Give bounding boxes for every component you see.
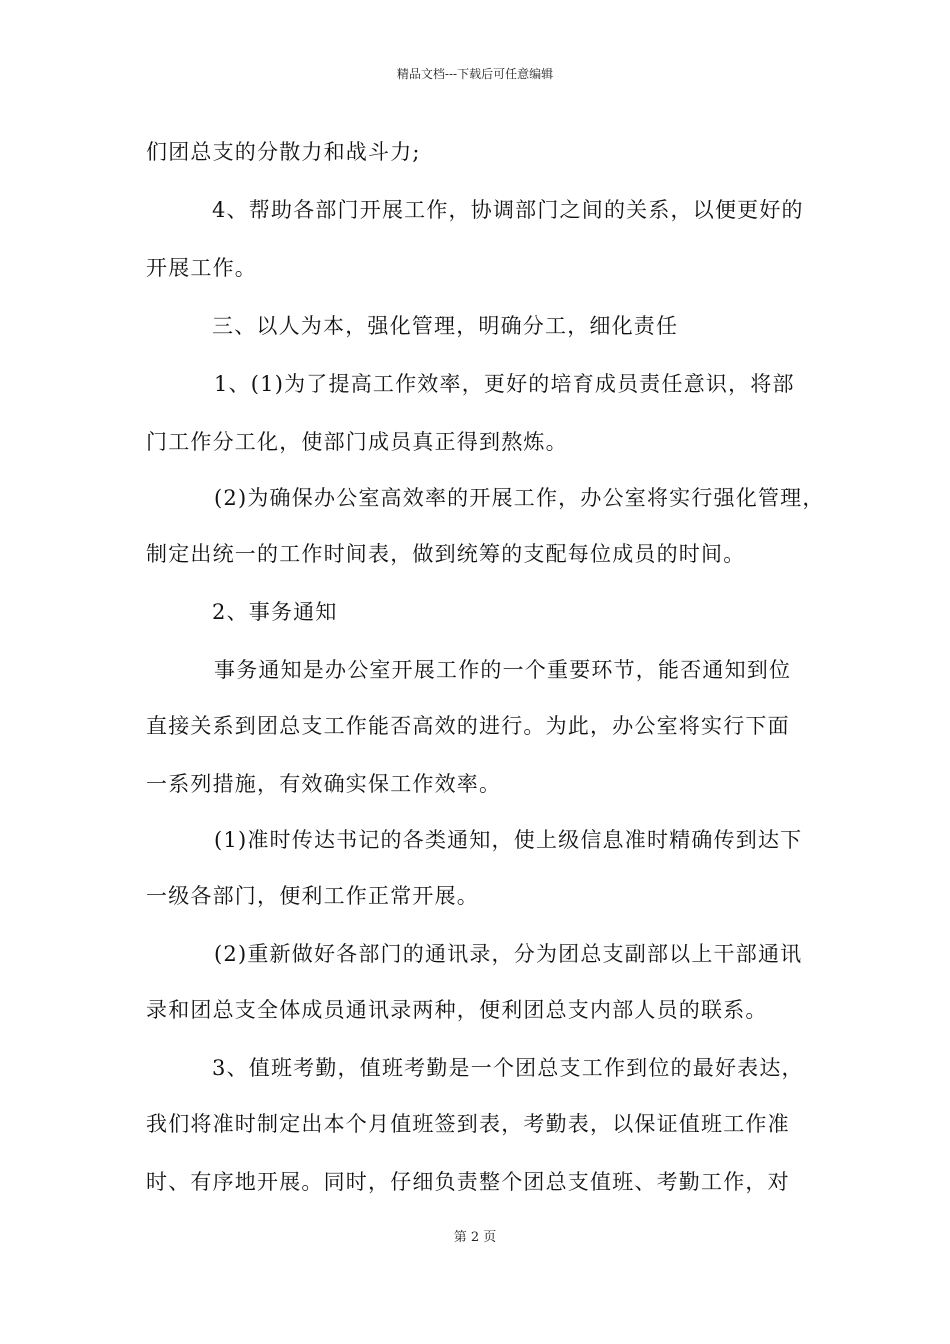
text-line: 制定出统一的工作时间表，做到统筹的支配每位成员的时间。 bbox=[146, 542, 746, 566]
text-line: (2)重新做好各部门的通讯录，分为团总支副部以上干部通讯 bbox=[214, 942, 803, 966]
text-line: 录和团总支全体成员通讯录两种，便利团总支内部人员的联系。 bbox=[146, 998, 768, 1022]
text-line: 一级各部门，便利工作正常开展。 bbox=[146, 884, 479, 908]
text-line: 3、值班考勤，值班考勤是一个团总支工作到位的最好表达， bbox=[212, 1056, 804, 1080]
page-number: 第 2 页 bbox=[453, 1230, 497, 1245]
text-line: 时、有序地开展。同时，仔细负责整个团总支值班、考勤工作，对 bbox=[146, 1170, 790, 1194]
section-heading: 三、以人为本，强化管理，明确分工，细化责任 bbox=[212, 314, 679, 338]
text-line: 我们将准时制定出本个月值班签到表，考勤表，以保证值班工作准 bbox=[146, 1112, 790, 1136]
text-line: 直接关系到团总支工作能否高效的进行。为此，办公室将实行下面 bbox=[146, 714, 790, 738]
text-line: 1、(1)为了提高工作效率，更好的培育成员责任意识，将部 bbox=[214, 372, 795, 396]
text-line: (2)为确保办公室高效率的开展工作，办公室将实行强化管理， bbox=[214, 486, 825, 510]
text-line: 4、帮助各部门开展工作，协调部门之间的关系，以便更好的 bbox=[212, 198, 804, 222]
text-line: (1)准时传达书记的各类通知，使上级信息准时精确传到达下 bbox=[214, 828, 803, 852]
text-line: 们团总支的分散力和战斗力; bbox=[146, 140, 421, 164]
subsection-heading: 2、事务通知 bbox=[212, 600, 338, 624]
text-line: 事务通知是办公室开展工作的一个重要环节，能否通知到位 bbox=[214, 658, 792, 682]
text-line: 一系列措施，有效确实保工作效率。 bbox=[146, 772, 502, 796]
text-line: 门工作分工化，使部门成员真正得到熬炼。 bbox=[146, 430, 568, 454]
text-line: 开展工作。 bbox=[146, 256, 257, 280]
page-header: 精品文档---下载后可任意编辑 bbox=[396, 67, 554, 81]
